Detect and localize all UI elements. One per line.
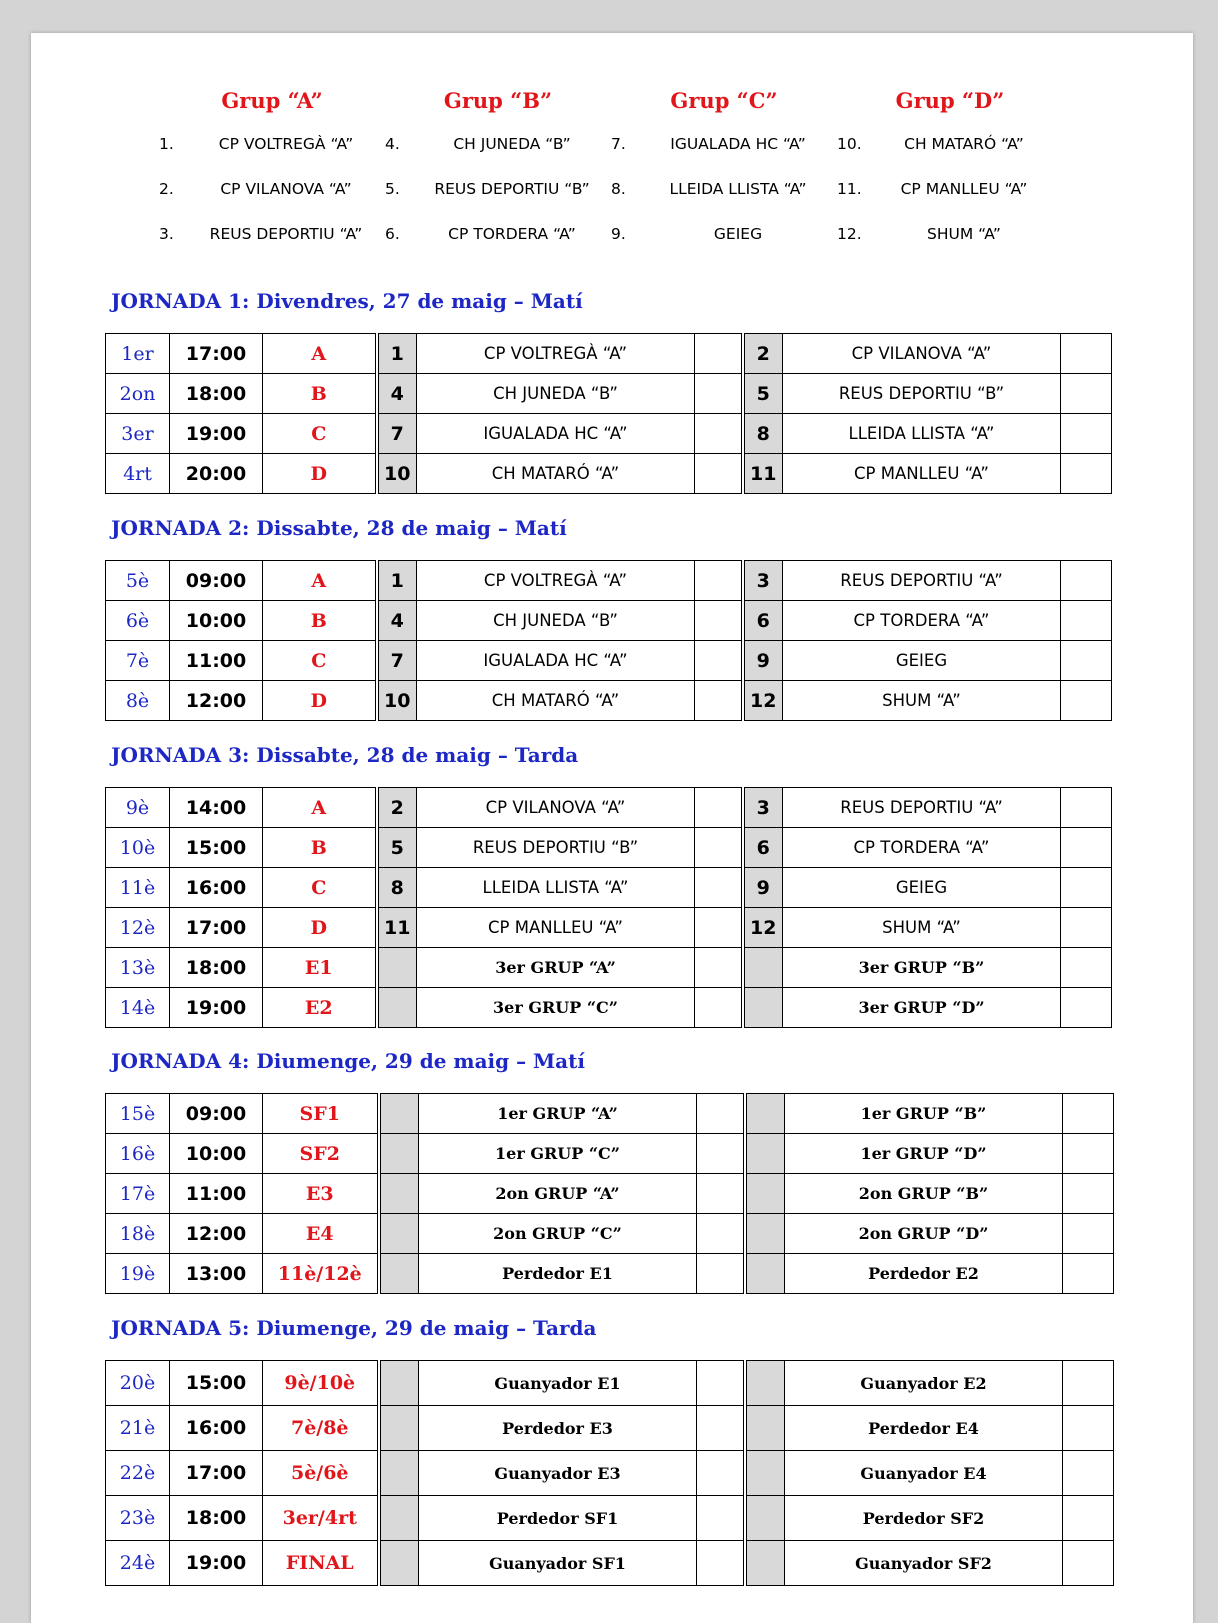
- home-score: [695, 334, 743, 374]
- match-row: [106, 1406, 1114, 1451]
- match-row: [106, 1496, 1114, 1541]
- match-row: [106, 561, 1112, 601]
- team-number: 8.: [611, 180, 626, 198]
- away-score: [1061, 868, 1112, 908]
- match-order: 12è: [106, 908, 170, 948]
- away-score: [1063, 1214, 1114, 1254]
- away-score: [1061, 908, 1112, 948]
- away-team-number: 12: [743, 681, 783, 721]
- home-team: 1er GRUP “A”: [419, 1094, 697, 1134]
- match-order: 4rt: [106, 454, 170, 494]
- away-team: 1er GRUP “D”: [785, 1134, 1063, 1174]
- schedule-table: [105, 560, 1112, 721]
- home-team: Perdedor SF1: [419, 1496, 697, 1541]
- away-team: REUS DEPORTIU “A”: [783, 788, 1061, 828]
- away-team: GEIEG: [783, 868, 1061, 908]
- home-score: [695, 788, 743, 828]
- group-title: Grup “B”: [443, 88, 553, 113]
- match-time: 19:00: [170, 1541, 263, 1586]
- match-time: 12:00: [170, 1214, 263, 1254]
- away-team: 3er GRUP “D”: [783, 988, 1061, 1028]
- team-number: 10.: [837, 135, 862, 153]
- away-team: Perdedor E4: [785, 1406, 1063, 1451]
- team-number: 3.: [159, 225, 174, 243]
- home-team-number: [379, 1214, 419, 1254]
- match-order: 22è: [106, 1451, 170, 1496]
- group-title: Grup “A”: [221, 88, 323, 113]
- home-team-number: [379, 1254, 419, 1294]
- jornada-title: JORNADA 3: Dissabte, 28 de maig – Tarda: [111, 743, 579, 767]
- home-score: [695, 454, 743, 494]
- home-score: [697, 1174, 745, 1214]
- match-row: [106, 454, 1112, 494]
- match-time: 09:00: [170, 1094, 263, 1134]
- match-order: 9è: [106, 788, 170, 828]
- away-score: [1061, 681, 1112, 721]
- away-team-number: [745, 1496, 785, 1541]
- group-team: [159, 180, 385, 202]
- match-group: B: [263, 828, 377, 868]
- match-order: 11è: [106, 868, 170, 908]
- match-row: [106, 641, 1112, 681]
- home-team: REUS DEPORTIU “B”: [417, 828, 695, 868]
- away-team-number: 8: [743, 414, 783, 454]
- home-score: [695, 681, 743, 721]
- match-row: [106, 1451, 1114, 1496]
- home-score: [697, 1094, 745, 1134]
- team-name: REUS DEPORTIU “A”: [209, 225, 363, 243]
- away-team-number: [745, 1541, 785, 1586]
- away-team: REUS DEPORTIU “A”: [783, 561, 1061, 601]
- team-name: SHUM “A”: [927, 225, 1001, 243]
- away-team: SHUM “A”: [783, 681, 1061, 721]
- match-group: SF2: [263, 1134, 379, 1174]
- home-team-number: 10: [377, 454, 417, 494]
- home-score: [695, 988, 743, 1028]
- match-row: [106, 1134, 1114, 1174]
- schedule-table: [105, 1360, 1114, 1586]
- home-score: [697, 1361, 745, 1406]
- away-team-number: 11: [743, 454, 783, 494]
- schedule-table: [105, 787, 1112, 1028]
- away-team-number: [745, 1406, 785, 1451]
- away-score: [1063, 1094, 1114, 1134]
- team-name: IGUALADA HC “A”: [670, 135, 806, 153]
- group-team: [385, 225, 611, 247]
- home-team: Perdedor E1: [419, 1254, 697, 1294]
- away-team: REUS DEPORTIU “B”: [783, 374, 1061, 414]
- away-team: 2on GRUP “B”: [785, 1174, 1063, 1214]
- match-row: [106, 868, 1112, 908]
- home-team-number: 2: [377, 788, 417, 828]
- away-team-number: 12: [743, 908, 783, 948]
- away-score: [1061, 948, 1112, 988]
- away-team: Guanyador E4: [785, 1451, 1063, 1496]
- away-team-number: [743, 988, 783, 1028]
- home-score: [695, 641, 743, 681]
- groups-section: [31, 33, 1193, 293]
- team-name: CP MANLLEU “A”: [900, 180, 1028, 198]
- match-order: 21è: [106, 1406, 170, 1451]
- match-row: [106, 334, 1112, 374]
- match-group: E2: [263, 988, 377, 1028]
- home-team: 3er GRUP “A”: [417, 948, 695, 988]
- home-score: [697, 1496, 745, 1541]
- jornada-title: JORNADA 4: Diumenge, 29 de maig – Matí: [111, 1049, 585, 1073]
- match-row: [106, 1174, 1114, 1214]
- jornada-title: JORNADA 5: Diumenge, 29 de maig – Tarda: [111, 1316, 597, 1340]
- home-score: [695, 828, 743, 868]
- away-score: [1061, 561, 1112, 601]
- match-row: [106, 681, 1112, 721]
- match-row: [106, 1094, 1114, 1134]
- away-team: CP TORDERA “A”: [783, 601, 1061, 641]
- away-team-number: 3: [743, 788, 783, 828]
- match-group: C: [263, 641, 377, 681]
- home-team-number: 7: [377, 641, 417, 681]
- schedule-table: [105, 333, 1112, 494]
- home-team: Guanyador E1: [419, 1361, 697, 1406]
- match-group: A: [263, 561, 377, 601]
- home-team: CH JUNEDA “B”: [417, 601, 695, 641]
- team-name: CH JUNEDA “B”: [453, 135, 571, 153]
- home-team-number: 5: [377, 828, 417, 868]
- group-team: [611, 180, 837, 202]
- match-time: 16:00: [170, 868, 263, 908]
- match-time: 17:00: [170, 334, 263, 374]
- home-team-number: [379, 1451, 419, 1496]
- group-team: [611, 225, 837, 247]
- home-team-number: 11: [377, 908, 417, 948]
- away-team-number: [745, 1361, 785, 1406]
- team-name: REUS DEPORTIU “B”: [434, 180, 590, 198]
- group-team: [837, 225, 1063, 247]
- home-team: 3er GRUP “C”: [417, 988, 695, 1028]
- match-order: 19è: [106, 1254, 170, 1294]
- match-row: [106, 1361, 1114, 1406]
- home-team: CP MANLLEU “A”: [417, 908, 695, 948]
- home-team: 2on GRUP “C”: [419, 1214, 697, 1254]
- match-group: D: [263, 908, 377, 948]
- away-score: [1063, 1541, 1114, 1586]
- group-team: [837, 180, 1063, 202]
- home-team: LLEIDA LLISTA “A”: [417, 868, 695, 908]
- match-row: [106, 601, 1112, 641]
- away-score: [1063, 1496, 1114, 1541]
- match-time: 16:00: [170, 1406, 263, 1451]
- away-score: [1063, 1406, 1114, 1451]
- match-order: 13è: [106, 948, 170, 988]
- team-name: CP VILANOVA “A”: [220, 180, 352, 198]
- away-team-number: 2: [743, 334, 783, 374]
- match-group: FINAL: [263, 1541, 379, 1586]
- home-team-number: 4: [377, 601, 417, 641]
- home-score: [695, 908, 743, 948]
- home-team-number: 1: [377, 334, 417, 374]
- team-number: 2.: [159, 180, 174, 198]
- home-team-number: 1: [377, 561, 417, 601]
- away-score: [1063, 1451, 1114, 1496]
- match-time: 15:00: [170, 828, 263, 868]
- away-team-number: 6: [743, 601, 783, 641]
- match-order: 23è: [106, 1496, 170, 1541]
- match-time: 17:00: [170, 1451, 263, 1496]
- match-order: 8è: [106, 681, 170, 721]
- away-team-number: 9: [743, 868, 783, 908]
- match-row: [106, 788, 1112, 828]
- match-order: 5è: [106, 561, 170, 601]
- away-score: [1061, 641, 1112, 681]
- match-group: E3: [263, 1174, 379, 1214]
- match-group: A: [263, 788, 377, 828]
- match-time: 11:00: [170, 641, 263, 681]
- home-team: 1er GRUP “C”: [419, 1134, 697, 1174]
- match-time: 15:00: [170, 1361, 263, 1406]
- match-order: 6è: [106, 601, 170, 641]
- home-team: CH JUNEDA “B”: [417, 374, 695, 414]
- match-row: [106, 1254, 1114, 1294]
- match-time: 13:00: [170, 1254, 263, 1294]
- team-number: 12.: [837, 225, 862, 243]
- match-time: 10:00: [170, 1134, 263, 1174]
- away-team: Perdedor E2: [785, 1254, 1063, 1294]
- team-name: LLEIDA LLISTA “A”: [669, 180, 807, 198]
- away-score: [1061, 414, 1112, 454]
- match-group: D: [263, 454, 377, 494]
- match-order: 10è: [106, 828, 170, 868]
- away-team: Guanyador SF2: [785, 1541, 1063, 1586]
- away-score: [1061, 374, 1112, 414]
- match-group: C: [263, 868, 377, 908]
- team-number: 9.: [611, 225, 626, 243]
- match-group: E1: [263, 948, 377, 988]
- away-team: SHUM “A”: [783, 908, 1061, 948]
- match-time: 10:00: [170, 601, 263, 641]
- home-team: CP VOLTREGÀ “A”: [417, 334, 695, 374]
- team-number: 6.: [385, 225, 400, 243]
- match-time: 12:00: [170, 681, 263, 721]
- away-score: [1063, 1174, 1114, 1214]
- match-order: 24è: [106, 1541, 170, 1586]
- match-group: E4: [263, 1214, 379, 1254]
- match-order: 2on: [106, 374, 170, 414]
- away-score: [1063, 1361, 1114, 1406]
- home-score: [695, 561, 743, 601]
- match-group: 5è/6è: [263, 1451, 379, 1496]
- team-number: 5.: [385, 180, 400, 198]
- away-score: [1061, 788, 1112, 828]
- home-score: [695, 601, 743, 641]
- home-team-number: 7: [377, 414, 417, 454]
- away-team: 3er GRUP “B”: [783, 948, 1061, 988]
- match-time: 14:00: [170, 788, 263, 828]
- match-time: 18:00: [170, 374, 263, 414]
- team-name: CH MATARÓ “A”: [904, 135, 1024, 153]
- home-team: CH MATARÓ “A”: [417, 454, 695, 494]
- match-order: 3er: [106, 414, 170, 454]
- home-team-number: [379, 1406, 419, 1451]
- home-team: CP VOLTREGÀ “A”: [417, 561, 695, 601]
- match-row: [106, 374, 1112, 414]
- home-team-number: 8: [377, 868, 417, 908]
- away-score: [1061, 454, 1112, 494]
- match-order: 18è: [106, 1214, 170, 1254]
- away-score: [1061, 828, 1112, 868]
- home-score: [697, 1406, 745, 1451]
- match-group: 9è/10è: [263, 1361, 379, 1406]
- home-team-number: 4: [377, 374, 417, 414]
- away-team: Perdedor SF2: [785, 1496, 1063, 1541]
- away-score: [1063, 1254, 1114, 1294]
- home-team-number: [377, 988, 417, 1028]
- home-score: [697, 1214, 745, 1254]
- team-number: 4.: [385, 135, 400, 153]
- match-group: D: [263, 681, 377, 721]
- home-team-number: [379, 1496, 419, 1541]
- team-number: 11.: [837, 180, 862, 198]
- team-name: GEIEG: [713, 225, 763, 243]
- match-row: [106, 908, 1112, 948]
- home-score: [695, 374, 743, 414]
- home-score: [697, 1451, 745, 1496]
- home-score: [695, 948, 743, 988]
- group-title: Grup “D”: [895, 88, 1005, 113]
- match-order: 20è: [106, 1361, 170, 1406]
- home-score: [697, 1254, 745, 1294]
- match-group: 3er/4rt: [263, 1496, 379, 1541]
- home-team: Guanyador SF1: [419, 1541, 697, 1586]
- group-title: Grup “C”: [670, 88, 778, 113]
- match-order: 16è: [106, 1134, 170, 1174]
- match-time: 18:00: [170, 948, 263, 988]
- away-team-number: [745, 1174, 785, 1214]
- home-team: CP VILANOVA “A”: [417, 788, 695, 828]
- away-team-number: 5: [743, 374, 783, 414]
- home-team: CH MATARÓ “A”: [417, 681, 695, 721]
- match-row: [106, 948, 1112, 988]
- away-score: [1061, 334, 1112, 374]
- away-team-number: 3: [743, 561, 783, 601]
- home-score: [697, 1134, 745, 1174]
- home-team: IGUALADA HC “A”: [417, 641, 695, 681]
- away-team-number: [745, 1214, 785, 1254]
- match-group: 7è/8è: [263, 1406, 379, 1451]
- home-score: [695, 868, 743, 908]
- home-score: [695, 414, 743, 454]
- group-team: [159, 225, 385, 247]
- match-group: B: [263, 374, 377, 414]
- match-group: SF1: [263, 1094, 379, 1134]
- away-score: [1061, 988, 1112, 1028]
- away-team: LLEIDA LLISTA “A”: [783, 414, 1061, 454]
- home-team: IGUALADA HC “A”: [417, 414, 695, 454]
- away-team: CP VILANOVA “A”: [783, 334, 1061, 374]
- schedule-table: [105, 1093, 1114, 1294]
- match-group: A: [263, 334, 377, 374]
- away-team-number: 9: [743, 641, 783, 681]
- home-team: Guanyador E3: [419, 1451, 697, 1496]
- match-time: 18:00: [170, 1496, 263, 1541]
- away-team: 1er GRUP “B”: [785, 1094, 1063, 1134]
- group-team: [159, 135, 385, 157]
- match-row: [106, 1214, 1114, 1254]
- group-team: [837, 135, 1063, 157]
- away-team: CP MANLLEU “A”: [783, 454, 1061, 494]
- match-time: 19:00: [170, 988, 263, 1028]
- match-time: 19:00: [170, 414, 263, 454]
- match-time: 09:00: [170, 561, 263, 601]
- match-group: 11è/12è: [263, 1254, 379, 1294]
- match-time: 20:00: [170, 454, 263, 494]
- match-row: [106, 414, 1112, 454]
- team-name: CP TORDERA “A”: [448, 225, 576, 243]
- away-team: 2on GRUP “D”: [785, 1214, 1063, 1254]
- home-team-number: [379, 1094, 419, 1134]
- match-row: [106, 1541, 1114, 1586]
- match-order: 1er: [106, 334, 170, 374]
- match-row: [106, 828, 1112, 868]
- team-number: 7.: [611, 135, 626, 153]
- away-team-number: [743, 948, 783, 988]
- home-score: [697, 1541, 745, 1586]
- match-row: [106, 988, 1112, 1028]
- away-team-number: [745, 1254, 785, 1294]
- match-order: 14è: [106, 988, 170, 1028]
- home-team: Perdedor E3: [419, 1406, 697, 1451]
- group-team: [611, 135, 837, 157]
- match-group: B: [263, 601, 377, 641]
- match-time: 17:00: [170, 908, 263, 948]
- match-order: 7è: [106, 641, 170, 681]
- away-team: GEIEG: [783, 641, 1061, 681]
- away-team: Guanyador E2: [785, 1361, 1063, 1406]
- match-order: 15è: [106, 1094, 170, 1134]
- home-team-number: [377, 948, 417, 988]
- jornada-title: JORNADA 2: Dissabte, 28 de maig – Matí: [111, 516, 567, 540]
- away-score: [1063, 1134, 1114, 1174]
- away-team-number: 6: [743, 828, 783, 868]
- home-team-number: [379, 1361, 419, 1406]
- away-score: [1061, 601, 1112, 641]
- team-name: CP VOLTREGÀ “A”: [218, 135, 354, 153]
- group-team: [385, 180, 611, 202]
- home-team-number: [379, 1541, 419, 1586]
- match-group: C: [263, 414, 377, 454]
- jornada-title: JORNADA 1: Divendres, 27 de maig – Matí: [111, 289, 583, 313]
- match-order: 17è: [106, 1174, 170, 1214]
- home-team-number: 10: [377, 681, 417, 721]
- away-team-number: [745, 1451, 785, 1496]
- away-team-number: [745, 1094, 785, 1134]
- document-page: [31, 33, 1193, 1623]
- home-team-number: [379, 1134, 419, 1174]
- team-number: 1.: [159, 135, 174, 153]
- home-team: 2on GRUP “A”: [419, 1174, 697, 1214]
- away-team-number: [745, 1134, 785, 1174]
- match-time: 11:00: [170, 1174, 263, 1214]
- away-team: CP TORDERA “A”: [783, 828, 1061, 868]
- home-team-number: [379, 1174, 419, 1214]
- group-team: [385, 135, 611, 157]
